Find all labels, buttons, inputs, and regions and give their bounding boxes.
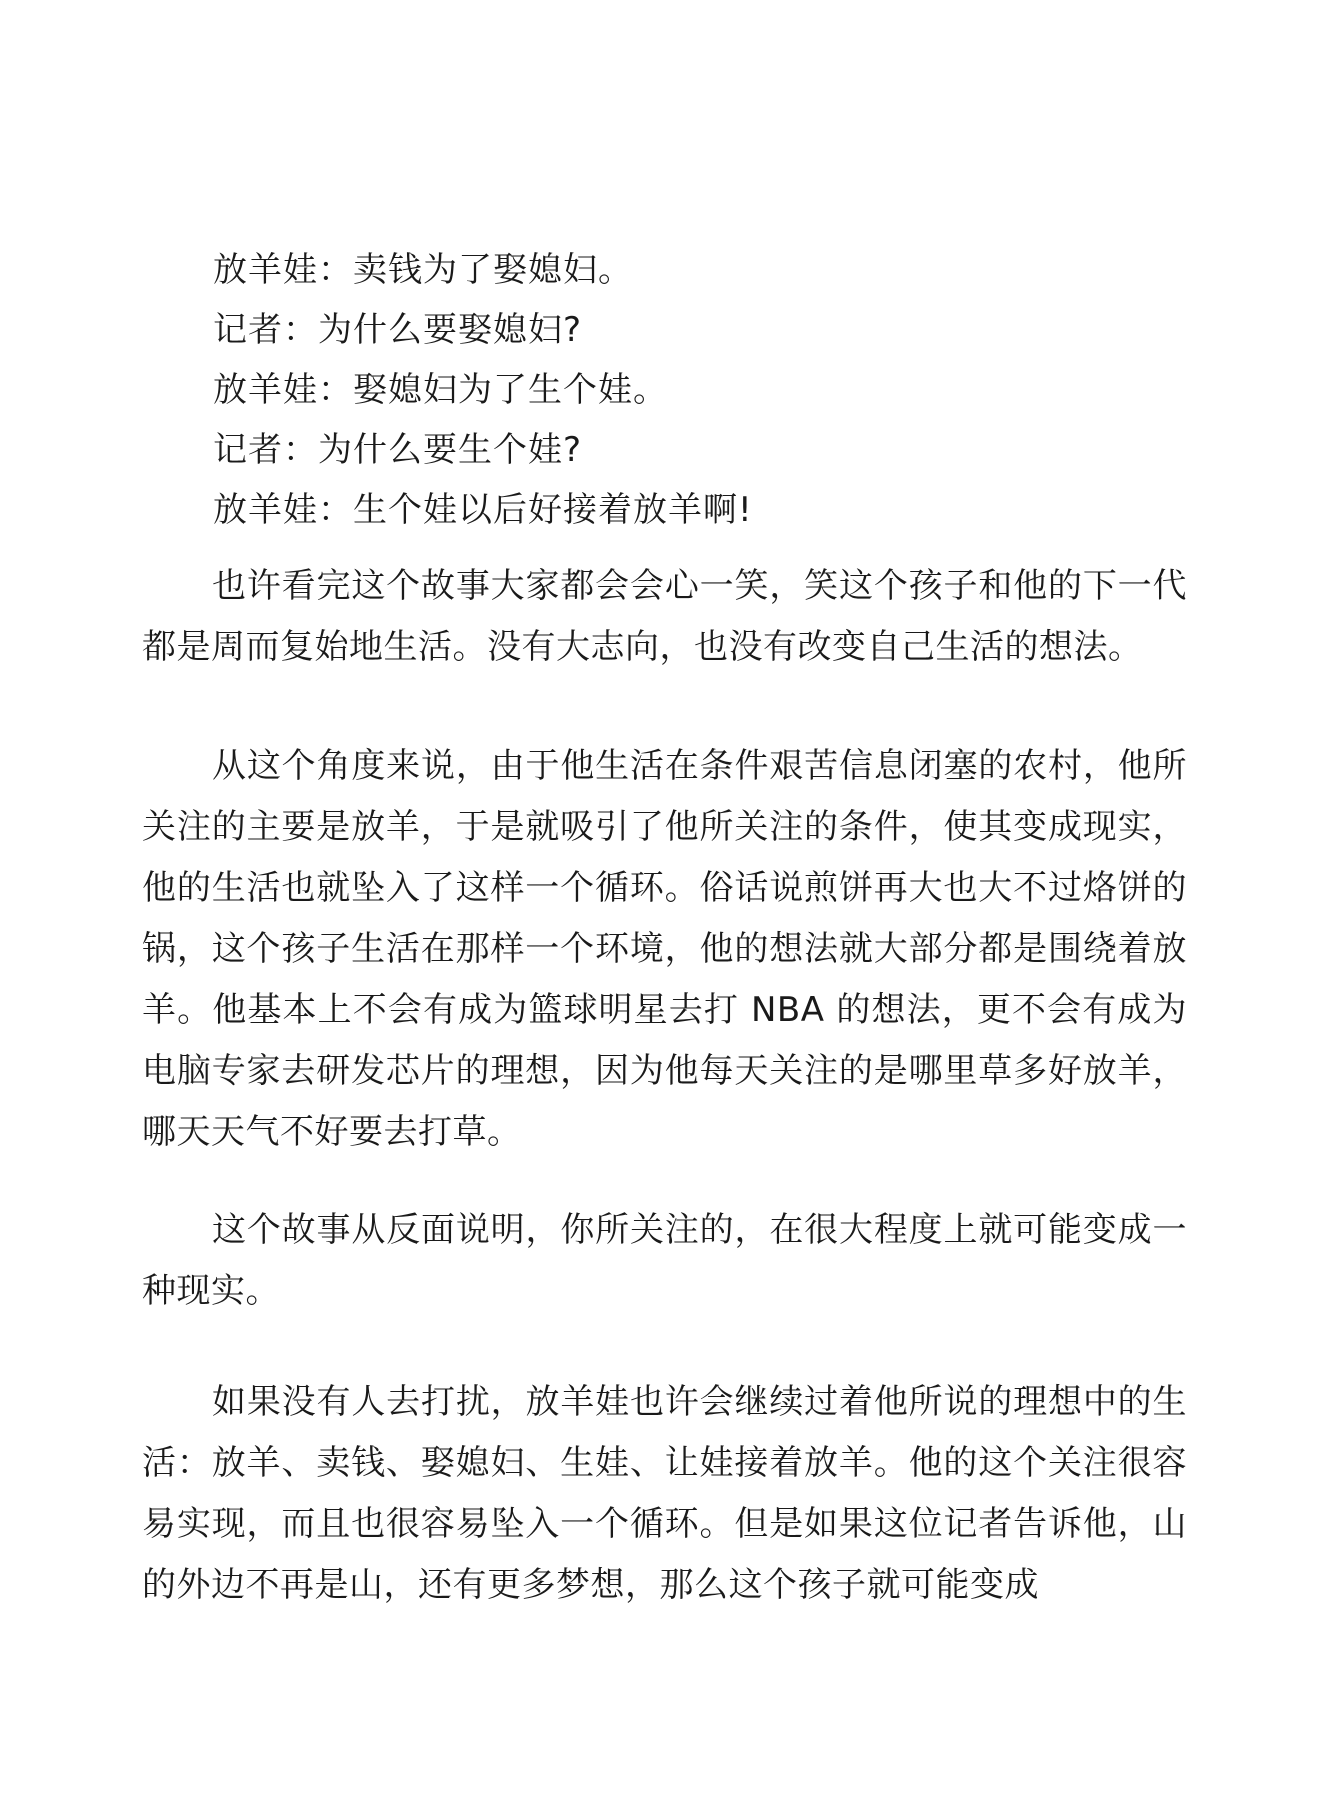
dialogue-line: 记者：为什么要生个娃? (213, 430, 583, 470)
dialogue-line: 放羊娃：卖钱为了娶媳妇。 (213, 250, 633, 290)
paragraph: 这个故事从反面说明，你所关注的，在很大程度上就可能变成一种现实。 (142, 1210, 1187, 1311)
dialogue-line: 放羊娃：娶媳妇为了生个娃。 (213, 370, 668, 410)
dialogue-line: 放羊娃：生个娃以后好接着放羊啊! (213, 490, 753, 530)
paragraph: 也许看完这个故事大家都会会心一笑，笑这个孩子和他的下一代都是周而复始地生活。没有大志向，也没有改变自己生活的想法。 (142, 566, 1187, 667)
paragraph: 从这个角度来说，由于他生活在条件艰苦信息闭塞的农村，他所关注的主要是放羊，于是就吸引了他所关注的条件，使其变成现实，他的生活也就坠入了这样一个循环。俗话说煎饼再大也大不过烙饼的锅，这个孩子生活在那样一个环境，他的想法就大部分都是围绕着放羊。他基本上不会有成为篮球明星去打 NBA 的想法，更不会有成为电脑专家去研发芯片的理想，因为他每天关注的是哪里草多好放羊，哪天天气不好要去打草。 (142, 746, 1187, 1152)
dialogue-block (213, 240, 1213, 540)
dialogue-line: 记者：为什么要娶媳妇? (213, 310, 583, 350)
paragraph: 如果没有人去打扰，放羊娃也许会继续过着他所说的理想中的生 活：放羊、卖钱、娶媳妇、生娃、让娃接着放羊。他的这个关注很容易实现，而且也很容易坠入一个循环。但是如果这位记者告诉他，山的外边不再是山，还有更多梦想，那么这个孩子就可能变成 (142, 1382, 1187, 1605)
